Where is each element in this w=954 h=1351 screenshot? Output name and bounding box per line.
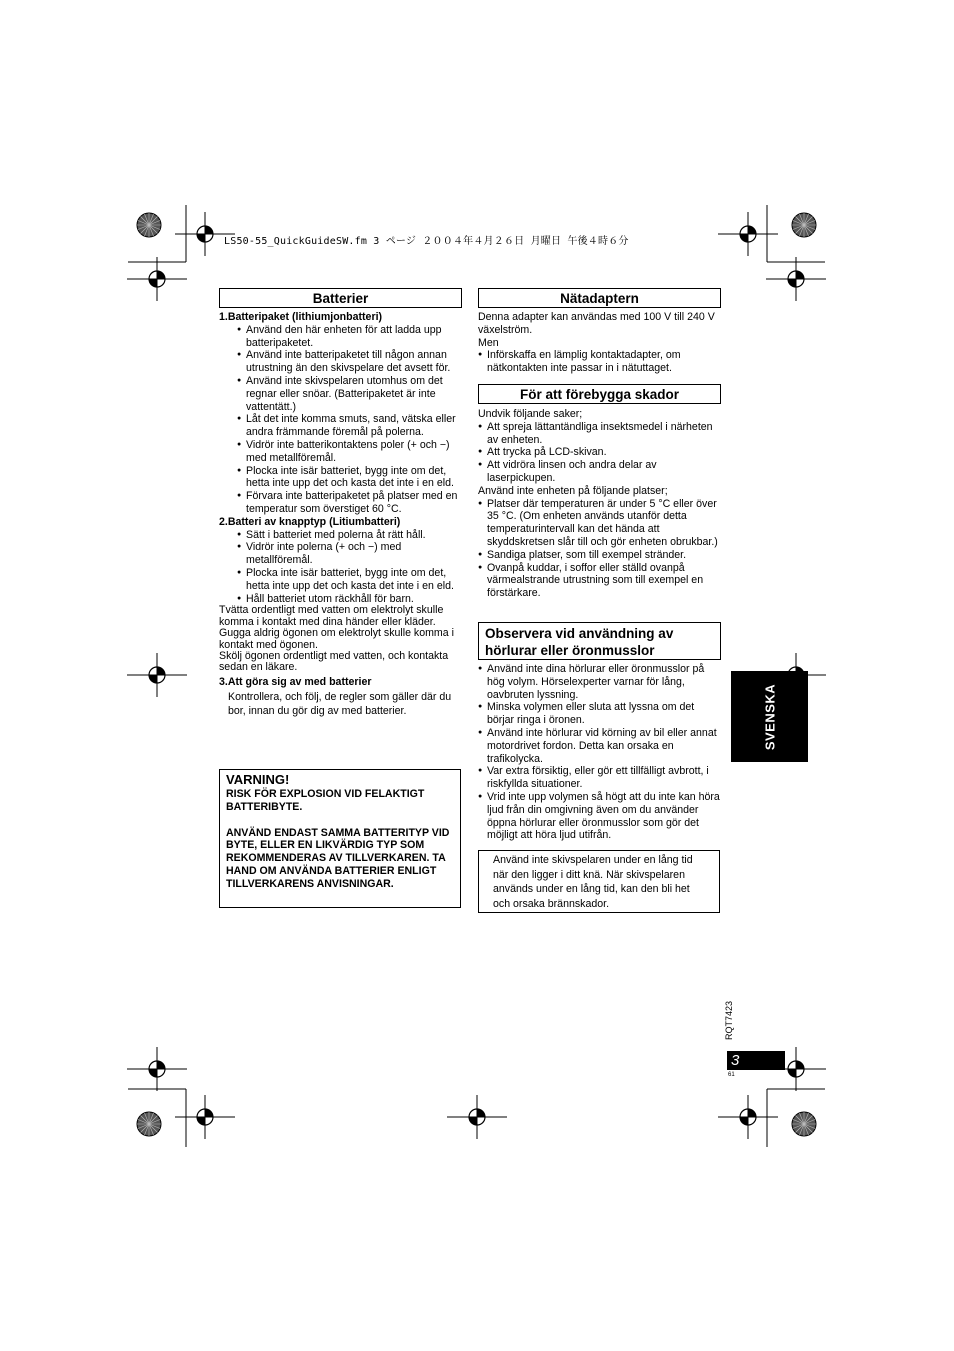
crossmark-bottom-right-2 — [766, 1047, 826, 1091]
list-item: ● Var extra försiktig, eller gör ett tillfälligt avbrott, i riskfyllda situationer. — [478, 765, 720, 791]
section-title-batterier: Batterier — [219, 288, 462, 308]
list-item: ● Vidrör inte batterikontaktens poler (+ och −) med metallföremål. — [219, 439, 461, 465]
list-item: ● Låt det inte komma smuts, sand, vätska eller andra främmande föremål på polerna. — [219, 413, 461, 439]
list-item: ● Sandiga platser, som till exempel stränder. — [478, 549, 720, 562]
list-item: ● Minska volymen eller sluta att lyssna om det börjar ringa i öronen. — [478, 701, 720, 727]
list-item: ● Att spreja lättantändliga insektsmedel i närheten av enheten. — [478, 421, 720, 447]
list-item: ● Använd inte batteripaketet till någon annan utrustning än den skivspelare det avsett för. — [219, 349, 461, 375]
list-item: ● Håll batteriet utom räckhåll för barn. — [219, 593, 461, 606]
subheading-knapptyp: 2.Batteri av knapptyp (Litiumbatteri) — [219, 515, 401, 528]
warning-line-risk: RISK FÖR EXPLOSION VID FELAKTIGT BATTERIBYTE. — [226, 788, 425, 813]
list-item: ● Förvara inte batteripaketet på platser med en temperatur som överstiget 60 °C. — [219, 490, 461, 516]
list-item: ● Sätt i batteriet med polerna åt rätt håll. — [219, 529, 461, 542]
small-page-index: 61 — [728, 1072, 735, 1078]
crossmark-mid-right — [766, 653, 826, 697]
section-title-skador: För att förebygga skador — [478, 384, 721, 404]
subheading-gora-sig-av: 3.Att göra sig av med batterier — [219, 675, 372, 688]
rosette-top-right — [792, 213, 816, 237]
horlurar-title-line-1: Observera vid användning av — [485, 626, 674, 641]
warning-line-battery-type: ANVÄND ENDAST SAMMA BATTERITYP VID BYTE, ELLER EN LIKVÄRDIG TYP SOM REKOMMENDERAS AV TILLVERKAREN. TA HAND OM ANVÄNDA BATTERIER ENLIGT TILLVERKARENS ANVISNINGAR. — [226, 826, 450, 890]
rosette-bottom-right — [792, 1112, 816, 1136]
crossmark-top-right — [718, 212, 778, 256]
paragraph-men: Men — [478, 336, 499, 349]
paragraph-platser: Använd inte enheten på följande platser; — [478, 484, 668, 497]
list-item: ● Plocka inte isär batteriet, bygg inte om det, hetta inte upp det och kasta det inte i en eld. — [219, 567, 461, 593]
paragraph-gugga: Gugga aldrig ögonen om elektrolyt skulle komma i kontakt med ögonen. — [219, 627, 454, 651]
file-header-line: LS50-55_QuickGuideSW.fm 3 ページ ２００４年４月２６日 月曜日 午後４時６分 — [224, 236, 629, 247]
language-tab-label: SVENSKA — [762, 683, 777, 750]
section-title-natadaptern: Nätadaptern — [478, 288, 721, 308]
paragraph-kontrollera: Kontrollera, och följ, de regler som gäller där du bor, innan du gör dig av med batterier. — [228, 690, 452, 717]
warning-title: VARNING! — [226, 772, 290, 787]
crossmark-mid-left — [127, 653, 187, 697]
crossmark-top-left — [175, 212, 235, 256]
crossmark-top-right-2 — [766, 257, 826, 301]
paragraph-adapter: Denna adapter kan användas med 100 V till 240 V växelström. — [478, 311, 715, 336]
paragraph-tvatta: Tvätta ordentligt med vatten om elektrolyt skulle komma i kontakt med dina händer eller kläder. — [219, 604, 444, 628]
list-item: ● Använd inte dina hörlurar eller öronmusslor på hög volym. Hörselexperter varnar för lång, oavbruten lyssning. — [478, 663, 720, 701]
list-item: ● Att vidröra linsen och andra delar av laserpickupen. — [478, 459, 720, 485]
rosette-bottom-left — [137, 1112, 161, 1136]
crossmark-bottom-left — [175, 1095, 235, 1139]
list-item: ● Använd inte hörlurar vid körning av bil eller annat motordrivet fordon. Detta kan orsaka en trafikolycka. — [478, 727, 720, 765]
list-item: ● Platser där temperaturen är under 5 °C eller över 35 °C. (Om enheten används utanför detta temperaturintervall kan det hända att skyddskretsen slår till och gör enheten obrukbar.) — [478, 498, 720, 549]
page-number: 3 — [731, 1052, 740, 1069]
crossmark-bottom-center — [447, 1095, 507, 1139]
paragraph-skolj: Skölj ögonen ordentligt med vatten, och kontakta sedan en läkare. — [219, 649, 449, 674]
model-code: RQT7423 — [724, 1000, 734, 1040]
list-item: ● Använd den här enheten för att ladda upp batteripaketet. — [219, 324, 461, 350]
list-item: ● Använd inte skivspelaren utomhus om det regnar eller snöar. (Batteripaketet är inte vattentätt.) — [219, 375, 461, 413]
list-item: ● Vrid inte upp volymen så högt att du inte kan höra ljud från din omgivning även om du använder öppna hörlurar eller öronmusslor som gör det möjligt att höra ljud utifrån. — [478, 791, 720, 842]
list-item: ● Att trycka på LCD-skivan. — [478, 446, 720, 459]
crossmark-top-left-2 — [127, 257, 187, 301]
crossmark-bottom-left-2 — [127, 1047, 187, 1091]
rosette-top-left — [137, 213, 161, 237]
paragraph-undvik: Undvik följande saker; — [478, 408, 583, 420]
subheading-batteripaket: 1.Batteripaket (lithiumjonbatteri) — [219, 311, 383, 323]
list-item: ● Ovanpå kuddar, i soffor eller ställd ovanpå värmealstrande utrustning som till exempel en förstärkare. — [478, 562, 720, 600]
burn-note-text: Använd inte skivspelaren under en lång tid när den ligger i ditt knä. När skivspelaren används under en lång tid, kan den bli het och orsaka brännskador. — [493, 854, 693, 910]
list-item: ● Vidrör inte polerna (+ och −) med metallföremål. — [219, 541, 461, 567]
horlurar-title-line-2: hörlurar eller öronmusslor — [485, 643, 655, 658]
list-item: ● Plocka inte isär batteriet, bygg inte om det, hetta inte upp det och kasta det inte i en eld. — [219, 465, 461, 491]
crossmark-bottom-right — [718, 1095, 778, 1139]
list-item: ● Införskaffa en lämplig kontaktadapter, om nätkontakten inte passar in i nätuttaget. — [478, 349, 720, 375]
